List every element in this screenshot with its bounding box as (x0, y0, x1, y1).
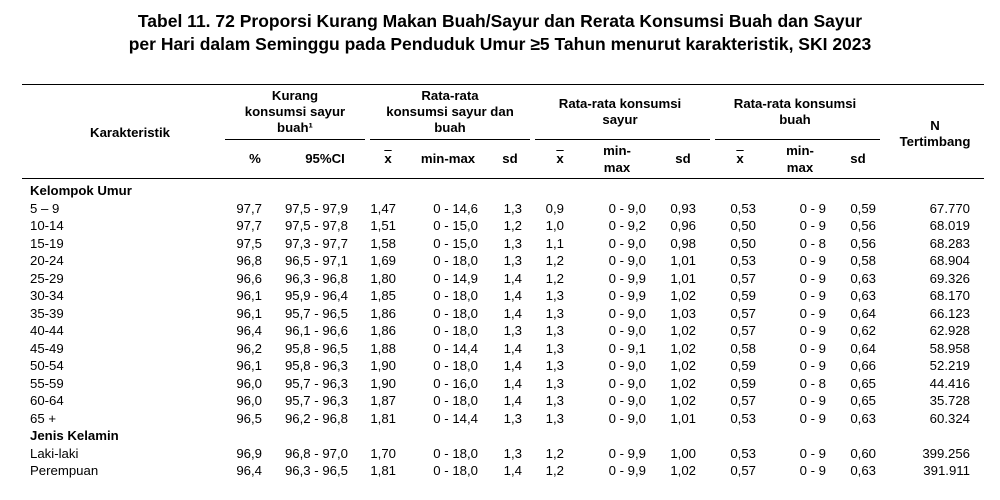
cell-ci: 96,1 - 96,6 (284, 323, 348, 338)
cell-b-mean: 0,53 (730, 200, 756, 216)
cell-sb-range: 0 - 18,0 (433, 393, 478, 408)
cell-label: 40-44 (30, 323, 64, 338)
cell-s-mean: 1,3 (545, 410, 564, 426)
header-n-line2: Tertimbang (899, 134, 971, 149)
cell-s-range: 0 - 9,0 (608, 253, 646, 268)
cell-b-range: 0 - 9 (799, 288, 826, 303)
cell-s-mean: 1,3 (545, 375, 564, 391)
cell-sb-sd: 1,3 (503, 323, 522, 338)
cell-sb-mean: 1,70 (370, 445, 396, 461)
cell-b-mean: 0,53 (730, 410, 756, 426)
cell-pct: 96,4 (236, 463, 262, 478)
header-rata-sayur-line2: sayur (602, 112, 638, 127)
cell-n: 62.928 (929, 323, 970, 338)
cell-b-sd: 0,66 (850, 358, 876, 373)
cell-s-sd: 0,96 (670, 218, 696, 233)
cell-ci: 96,2 - 96,8 (284, 410, 348, 426)
header-rata-sayur-buah-line2: konsumsi sayur dan (386, 104, 514, 119)
cell-sb-sd: 1,4 (503, 288, 522, 303)
cell-s-range: 0 - 9,0 (608, 200, 646, 216)
cell-sb-mean: 1,86 (370, 305, 396, 321)
cell-n: 58.958 (929, 340, 970, 356)
cell-n: 391.911 (923, 463, 970, 478)
cell-b-range: 0 - 9 (799, 323, 826, 338)
cell-label: 50-54 (30, 358, 64, 373)
cell-b-mean: 0,57 (730, 463, 756, 478)
cell-s-range: 0 - 9,0 (608, 410, 646, 426)
header-rata-sayur-line1: Rata-rata konsumsi (558, 96, 682, 111)
cell-s-mean: 1,3 (545, 393, 564, 408)
subheader-b-sd: sd (850, 151, 866, 166)
cell-label: 45-49 (30, 340, 64, 356)
subheader-s-max: max (603, 160, 631, 175)
cell-s-mean: 1,2 (545, 463, 564, 478)
subheader-sb-sd: sd (502, 151, 518, 166)
cell-b-sd: 0,63 (850, 463, 876, 478)
cell-pct: 97,7 (236, 200, 262, 216)
cell-b-sd: 0,63 (850, 270, 876, 286)
cell-b-sd: 0,63 (850, 288, 876, 303)
subheader-ci: 95%CI (305, 151, 345, 166)
cell-label: 5 – 9 (30, 200, 60, 216)
cell-n: 69.326 (929, 270, 970, 286)
subheader-sb-minmax: min-max (420, 151, 476, 166)
rule-rata-sayur-buah (370, 139, 530, 140)
header-kurang-line1: Kurang (271, 88, 319, 103)
cell-s-range: 0 - 9,0 (608, 323, 646, 338)
subheader-s-sd: sd (675, 151, 691, 166)
cell-label: 20-24 (30, 253, 64, 268)
cell-b-sd: 0,56 (850, 218, 876, 233)
cell-b-sd: 0,63 (850, 410, 876, 426)
section-header: Jenis Kelamin (30, 428, 119, 443)
cell-sb-range: 0 - 18,0 (433, 305, 478, 321)
cell-label: 30-34 (30, 288, 64, 303)
cell-ci: 95,7 - 96,3 (284, 375, 348, 391)
cell-label: Laki-laki (30, 445, 79, 461)
cell-b-sd: 0,56 (850, 235, 876, 251)
cell-sb-range: 0 - 18,0 (433, 445, 478, 461)
cell-b-sd: 0,65 (850, 375, 876, 391)
cell-s-sd: 1,02 (670, 358, 696, 373)
cell-sb-mean: 1,81 (370, 410, 396, 426)
table-title-line-1: Tabel 11. 72 Proporsi Kurang Makan Buah/Sayur dan Rerata Konsumsi Buah dan Sayur (137, 11, 863, 31)
cell-b-range: 0 - 9 (799, 393, 826, 408)
cell-ci: 96,8 - 97,0 (284, 445, 348, 461)
cell-sb-mean: 1,47 (370, 200, 396, 216)
cell-n: 67.770 (929, 200, 970, 216)
cell-pct: 96,1 (236, 288, 262, 303)
cell-ci: 95,9 - 96,4 (284, 288, 348, 303)
cell-ci: 97,5 - 97,8 (284, 218, 348, 233)
cell-b-mean: 0,59 (730, 358, 756, 373)
cell-s-sd: 1,02 (670, 375, 696, 391)
rule-rata-buah (715, 139, 880, 140)
cell-sb-range: 0 - 18,0 (433, 323, 478, 338)
cell-s-range: 0 - 9,0 (608, 305, 646, 321)
cell-sb-range: 0 - 18,0 (433, 358, 478, 373)
cell-s-mean: 1,1 (545, 235, 564, 251)
cell-s-mean: 1,3 (545, 323, 564, 338)
header-bottom-rule (22, 178, 984, 179)
cell-label: 60-64 (30, 393, 64, 408)
cell-ci: 96,5 - 97,1 (284, 253, 348, 268)
cell-n: 399.256 (922, 445, 970, 461)
cell-sb-range: 0 - 15,0 (433, 235, 478, 251)
cell-ci: 95,8 - 96,3 (284, 358, 348, 373)
cell-sb-sd: 1,4 (503, 463, 522, 478)
cell-s-sd: 0,98 (670, 235, 696, 251)
header-rata-buah-line1: Rata-rata konsumsi (733, 96, 857, 111)
cell-b-range: 0 - 9 (799, 305, 826, 321)
rule-kurang (225, 139, 365, 140)
cell-pct: 96,9 (236, 445, 262, 461)
cell-n: 35.728 (929, 393, 970, 408)
cell-pct: 97,5 (236, 235, 262, 251)
table-title-line-2: per Hari dalam Seminggu pada Penduduk Umur ≥5 Tahun menurut karakteristik, SKI 2023 (128, 34, 872, 54)
cell-label: Perempuan (30, 463, 99, 478)
cell-label: 25-29 (30, 270, 64, 286)
cell-label: 55-59 (30, 375, 64, 391)
cell-label: 10-14 (30, 218, 64, 233)
cell-s-mean: 1,0 (545, 218, 564, 233)
cell-pct: 96,4 (236, 323, 262, 338)
cell-b-sd: 0,65 (850, 393, 876, 408)
cell-s-sd: 1,01 (670, 270, 696, 286)
cell-sb-range: 0 - 16,0 (433, 375, 478, 391)
cell-b-sd: 0,62 (850, 323, 876, 338)
cell-n: 44.416 (929, 375, 970, 391)
cell-sb-mean: 1,69 (370, 253, 396, 268)
cell-pct: 96,2 (236, 340, 262, 356)
subheader-sb-xbar: $\overline{x}$ (384, 151, 392, 166)
cell-s-sd: 1,02 (670, 323, 696, 338)
cell-n: 66.123 (929, 305, 970, 321)
cell-ci: 95,8 - 96,5 (284, 340, 348, 356)
cell-b-range: 0 - 9 (799, 463, 826, 478)
header-karakteristik: Karakteristik (90, 125, 170, 140)
cell-n: 68.019 (929, 218, 970, 233)
cell-sb-range: 0 - 14,6 (433, 200, 478, 216)
cell-s-range: 0 - 9,0 (608, 235, 646, 251)
cell-sb-mean: 1,58 (370, 235, 396, 251)
section-header: Kelompok Umur (30, 183, 132, 198)
cell-b-range: 0 - 9 (799, 200, 826, 216)
cell-b-range: 0 - 8 (799, 375, 826, 391)
cell-s-range: 0 - 9,9 (608, 270, 646, 286)
cell-s-range: 0 - 9,1 (608, 340, 646, 356)
cell-sb-range: 0 - 14,4 (433, 340, 478, 356)
cell-pct: 96,1 (236, 305, 262, 321)
header-rata-sayur-buah-line3: buah (434, 120, 466, 135)
cell-b-mean: 0,57 (730, 393, 756, 408)
cell-s-mean: 1,3 (545, 288, 564, 303)
cell-s-mean: 1,3 (545, 358, 564, 373)
cell-s-mean: 0,9 (545, 200, 564, 216)
cell-s-mean: 1,2 (545, 253, 564, 268)
cell-pct: 96,6 (236, 270, 262, 286)
cell-b-sd: 0,58 (850, 253, 876, 268)
cell-b-sd: 0,60 (850, 445, 876, 461)
subheader-b-max: max (786, 160, 814, 175)
header-kurang-line3: buah¹ (277, 120, 313, 135)
cell-sb-sd: 1,2 (503, 218, 522, 233)
header-rata-sayur-buah-line1: Rata-rata (421, 88, 479, 103)
cell-b-mean: 0,50 (730, 218, 756, 233)
cell-s-range: 0 - 9,0 (608, 393, 646, 408)
cell-s-sd: 1,02 (670, 288, 696, 303)
cell-s-range: 0 - 9,0 (608, 375, 646, 391)
cell-ci: 95,7 - 96,5 (284, 305, 348, 321)
cell-s-range: 0 - 9,2 (608, 218, 646, 233)
cell-sb-mean: 1,81 (370, 463, 396, 478)
cell-b-range: 0 - 9 (799, 358, 826, 373)
cell-b-mean: 0,57 (730, 323, 756, 338)
cell-sb-range: 0 - 14,4 (433, 410, 478, 426)
cell-sb-range: 0 - 15,0 (433, 218, 478, 233)
cell-pct: 96,8 (236, 253, 262, 268)
cell-b-range: 0 - 9 (799, 410, 826, 426)
cell-s-sd: 1,01 (670, 253, 696, 268)
cell-n: 68.170 (929, 288, 970, 303)
cell-b-mean: 0,58 (730, 340, 756, 356)
header-rata-buah-line2: buah (779, 112, 811, 127)
cell-sb-sd: 1,4 (503, 358, 522, 373)
cell-b-mean: 0,59 (730, 375, 756, 391)
cell-ci: 95,7 - 96,3 (284, 393, 348, 408)
cell-n: 68.904 (929, 253, 970, 268)
cell-n: 52.219 (929, 358, 970, 373)
cell-label: 35-39 (30, 305, 64, 321)
cell-sb-sd: 1,4 (503, 375, 522, 391)
header-n-line1: N (930, 118, 940, 133)
cell-b-range: 0 - 9 (799, 270, 826, 286)
cell-s-range: 0 - 9,9 (608, 288, 646, 303)
cell-ci: 96,3 - 96,8 (284, 270, 348, 286)
cell-n: 68.283 (929, 235, 970, 251)
cell-s-mean: 1,2 (545, 445, 564, 461)
cell-sb-sd: 1,3 (503, 235, 522, 251)
cell-sb-range: 0 - 14,9 (433, 270, 478, 286)
cell-s-sd: 0,93 (670, 200, 696, 216)
cell-s-sd: 1,02 (670, 340, 696, 356)
cell-b-range: 0 - 9 (799, 445, 826, 461)
cell-pct: 97,7 (236, 218, 262, 233)
cell-label: 15-19 (30, 235, 64, 251)
cell-sb-mean: 1,87 (370, 393, 396, 408)
cell-sb-mean: 1,88 (370, 340, 396, 356)
cell-s-range: 0 - 9,9 (608, 463, 646, 478)
cell-s-sd: 1,01 (670, 410, 696, 426)
cell-s-range: 0 - 9,0 (608, 358, 646, 373)
cell-b-mean: 0,59 (730, 288, 756, 303)
cell-sb-sd: 1,4 (503, 270, 522, 286)
subheader-s-xbar: $\overline{x}$ (556, 151, 564, 166)
cell-b-sd: 0,59 (850, 200, 876, 216)
cell-b-mean: 0,50 (730, 235, 756, 251)
cell-b-mean: 0,57 (730, 305, 756, 321)
cell-sb-sd: 1,3 (503, 410, 522, 426)
cell-s-sd: 1,00 (670, 445, 696, 461)
subheader-s-min: min- (603, 143, 631, 158)
cell-b-sd: 0,64 (850, 305, 876, 321)
subheader-pct: % (249, 151, 261, 166)
cell-b-range: 0 - 9 (799, 253, 826, 268)
cell-s-range: 0 - 9,9 (608, 445, 646, 461)
cell-ci: 97,3 - 97,7 (284, 235, 348, 251)
cell-label: 65 + (30, 410, 57, 426)
cell-sb-mean: 1,51 (370, 218, 396, 233)
cell-b-mean: 0,53 (730, 253, 756, 268)
cell-s-sd: 1,03 (670, 305, 696, 321)
cell-b-mean: 0,57 (730, 270, 756, 286)
cell-n: 60.324 (929, 410, 970, 426)
cell-b-mean: 0,53 (730, 445, 756, 461)
cell-b-range: 0 - 9 (799, 340, 826, 356)
cell-sb-mean: 1,90 (370, 375, 396, 391)
cell-sb-mean: 1,85 (370, 288, 396, 303)
cell-s-sd: 1,02 (670, 463, 696, 478)
cell-sb-mean: 1,90 (370, 358, 396, 373)
subheader-b-xbar: $\overline{x}$ (736, 151, 744, 166)
cell-sb-sd: 1,3 (503, 253, 522, 268)
cell-pct: 96,0 (236, 375, 262, 391)
cell-sb-mean: 1,80 (370, 270, 396, 286)
cell-sb-range: 0 - 18,0 (433, 288, 478, 303)
cell-pct: 96,5 (236, 410, 262, 426)
cell-s-mean: 1,2 (545, 270, 564, 286)
cell-pct: 96,1 (236, 358, 262, 373)
header-kurang-line2: konsumsi sayur (244, 104, 346, 119)
cell-s-mean: 1,3 (545, 305, 564, 321)
subheader-b-min: min- (786, 143, 814, 158)
cell-s-mean: 1,3 (545, 340, 564, 356)
cell-sb-mean: 1,86 (370, 323, 396, 338)
cell-ci: 96,3 - 96,5 (284, 463, 348, 478)
cell-b-range: 0 - 8 (799, 235, 826, 251)
cell-sb-sd: 1,4 (503, 305, 522, 321)
cell-ci: 97,5 - 97,9 (284, 200, 348, 216)
header-top-rule (22, 84, 984, 85)
cell-sb-sd: 1,3 (503, 445, 522, 461)
cell-pct: 96,0 (236, 393, 262, 408)
rule-rata-sayur (535, 139, 710, 140)
cell-sb-range: 0 - 18,0 (433, 253, 478, 268)
cell-b-range: 0 - 9 (799, 218, 826, 233)
cell-sb-sd: 1,3 (503, 200, 522, 216)
cell-s-sd: 1,02 (670, 393, 696, 408)
cell-sb-sd: 1,4 (503, 340, 522, 356)
cell-sb-sd: 1,4 (503, 393, 522, 408)
cell-b-sd: 0,64 (850, 340, 876, 356)
cell-sb-range: 0 - 18,0 (433, 463, 478, 478)
